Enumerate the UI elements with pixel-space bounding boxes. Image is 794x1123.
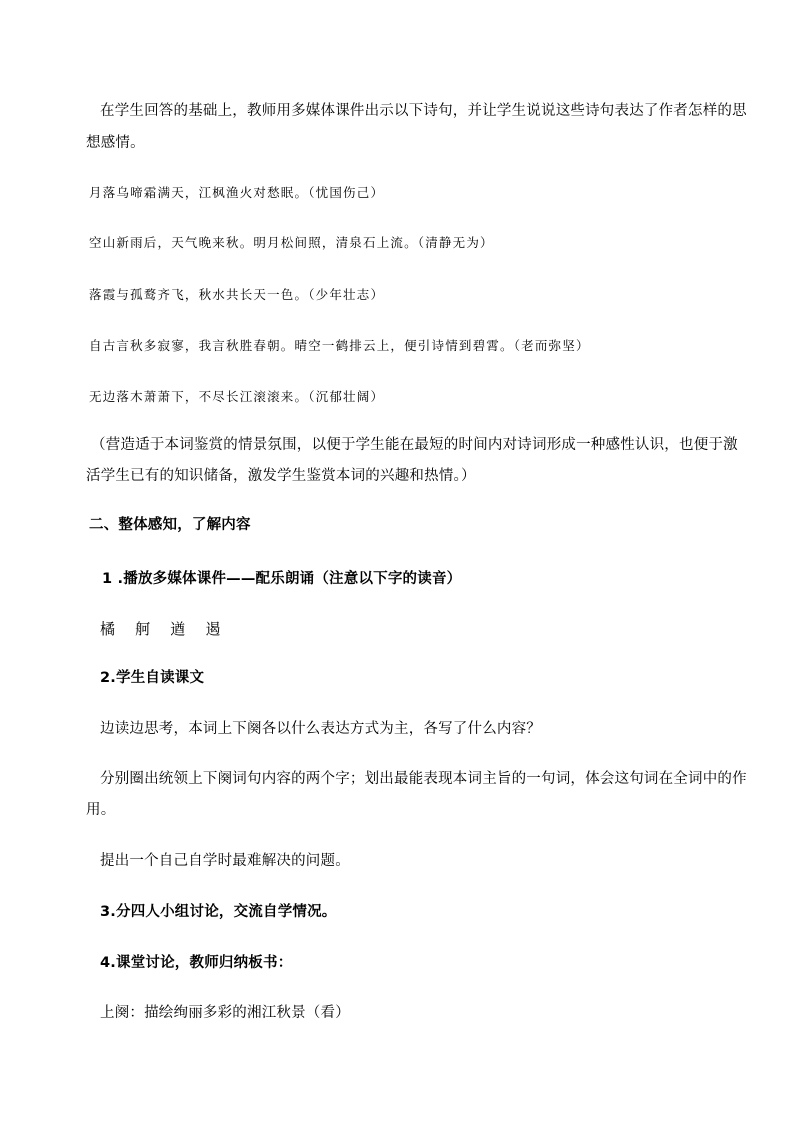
step-3-heading: 3.分四人小组讨论，交流自学情况。 <box>100 904 337 920</box>
note-paragraph-line-2: 活学生已有的知识储备，激发学生鉴赏本词的兴趣和热情。） <box>86 468 476 484</box>
question-2-line-2: 用。 <box>86 802 116 818</box>
pron-char-2: 舸 <box>135 620 151 638</box>
poem-line-1: 月落乌啼霜满天，江枫渔火对愁眠。（忧国伤己） <box>89 185 385 200</box>
pron-char-1: 橘 <box>100 620 116 638</box>
step-1-heading: 1 .播放多媒体课件——配乐朗诵（注意以下字的读音） <box>102 571 462 587</box>
upper-stanza-summary: 上阕：描绘绚丽多彩的湘江秋景（看） <box>100 1005 350 1021</box>
poem-line-4: 自古言秋多寂寥，我言秋胜春朝。晴空一鹤排云上，便引诗情到碧霄。（老而弥坚） <box>89 338 590 353</box>
note-paragraph-line-1: （营造适于本词鉴赏的情景氛围，以便于学生能在最短的时间内对诗词形成一种感性认识，也便于激 <box>91 437 738 453</box>
intro-paragraph-line-2: 想感情。 <box>86 135 145 151</box>
step-2-heading: 2.学生自读课文 <box>100 670 205 686</box>
pronunciation-characters <box>100 619 236 639</box>
step-4-heading: 4.课堂讨论，教师归纳板书： <box>100 955 293 971</box>
poem-line-2: 空山新雨后，天气晚来秋。明月松间照，清泉石上流。（清静无为） <box>89 235 494 250</box>
poem-line-5: 无边落木萧萧下，不尽长江滚滚来。（沉郁壮阔） <box>89 389 385 404</box>
pron-char-4: 遏 <box>205 620 221 638</box>
pron-char-3: 遒 <box>170 620 186 638</box>
question-1: 边读边思考，本词上下阕各以什么表达方式为主，各写了什么内容？ <box>100 721 541 737</box>
question-2-line-1: 分别圈出统领上下阕词句内容的两个字；划出最能表现本词主旨的一句词，体会这句词在全词中的作 <box>100 771 747 787</box>
intro-paragraph-line-1: 在学生回答的基础上，教师用多媒体课件出示以下诗句，并让学生说说这些诗句表达了作者怎样的思 <box>100 103 747 119</box>
poem-line-3: 落霞与孤鹜齐飞，秋水共长天一色。（少年壮志） <box>89 287 385 302</box>
question-3: 提出一个自己自学时最难解决的问题。 <box>100 853 350 869</box>
section-heading: 二、整体感知，了解内容 <box>89 517 251 533</box>
